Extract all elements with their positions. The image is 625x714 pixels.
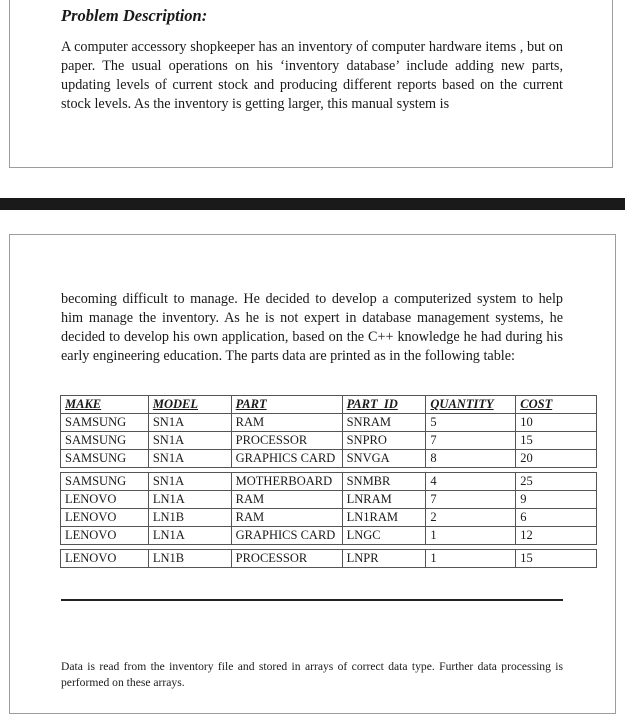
cell-part: RAM — [231, 491, 342, 509]
horizontal-rule — [61, 599, 563, 601]
cell-part-id: LN1RAM — [342, 509, 426, 527]
table-header-row — [61, 396, 597, 414]
cell-part-id: SNVGA — [342, 450, 426, 468]
cell-make: SAMSUNG — [61, 450, 149, 468]
cell-quantity: 7 — [426, 491, 516, 509]
cell-part-id: SNPRO — [342, 432, 426, 450]
cell-cost: 12 — [516, 527, 597, 545]
cell-model: LN1B — [148, 509, 231, 527]
cell-model: LN1A — [148, 491, 231, 509]
cell-part-id: LNPR — [342, 550, 426, 568]
column-header-cost: COST — [516, 396, 597, 414]
column-header-make: MAKE — [61, 396, 149, 414]
cell-part: GRAPHICS CARD — [231, 527, 342, 545]
cell-make: LENOVO — [61, 509, 149, 527]
problem-heading: Problem Description: — [61, 6, 208, 25]
column-header-part: PART — [231, 396, 342, 414]
cell-make: LENOVO — [61, 491, 149, 509]
cell-quantity: 2 — [426, 509, 516, 527]
cell-part: PROCESSOR — [231, 432, 342, 450]
table-row — [61, 414, 597, 432]
cell-cost: 25 — [516, 473, 597, 491]
cell-cost: 15 — [516, 432, 597, 450]
cell-model: SN1A — [148, 414, 231, 432]
cell-quantity: 8 — [426, 450, 516, 468]
cell-cost: 20 — [516, 450, 597, 468]
cell-part: MOTHERBOARD — [231, 473, 342, 491]
cell-model: SN1A — [148, 450, 231, 468]
column-header-model: MODEL — [148, 396, 231, 414]
cell-quantity: 1 — [426, 527, 516, 545]
column-header-quantity: QUANTITY — [426, 396, 516, 414]
cell-part-id: LNGC — [342, 527, 426, 545]
table-row — [61, 527, 597, 545]
cell-cost: 10 — [516, 414, 597, 432]
cell-part: PROCESSOR — [231, 550, 342, 568]
table-row — [61, 491, 597, 509]
cell-part: RAM — [231, 414, 342, 432]
cell-make: SAMSUNG — [61, 473, 149, 491]
cell-make: LENOVO — [61, 550, 149, 568]
cell-make: LENOVO — [61, 527, 149, 545]
cell-quantity: 7 — [426, 432, 516, 450]
cell-part: GRAPHICS CARD — [231, 450, 342, 468]
cell-part-id: SNMBR — [342, 473, 426, 491]
cell-part-id: LNRAM — [342, 491, 426, 509]
cell-model: SN1A — [148, 432, 231, 450]
cell-make: SAMSUNG — [61, 414, 149, 432]
page-separator-bar — [0, 198, 625, 210]
continuation-paragraph: becoming difficult to manage. He decided to develop a computerized system to help him manage the inventory. As he is not expert in database management systems, he decided to develop his own application, based on the C++ knowledge he had during his early engineering education. The parts data are printed as in the following table: — [61, 291, 563, 364]
cell-part: RAM — [231, 509, 342, 527]
cell-model: LN1A — [148, 527, 231, 545]
table-row — [61, 432, 597, 450]
cell-quantity: 5 — [426, 414, 516, 432]
cell-cost: 9 — [516, 491, 597, 509]
cell-cost: 15 — [516, 550, 597, 568]
cell-model: LN1B — [148, 550, 231, 568]
table-row — [61, 550, 597, 568]
table-row — [61, 509, 597, 527]
cell-cost: 6 — [516, 509, 597, 527]
table-row — [61, 450, 597, 468]
footer-note: Data is read from the inventory file and stored in arrays of correct data type. Further data processing is performed on these arrays. — [61, 660, 563, 689]
cell-quantity: 1 — [426, 550, 516, 568]
cell-quantity: 4 — [426, 473, 516, 491]
inventory-table — [60, 395, 597, 568]
cell-part-id: SNRAM — [342, 414, 426, 432]
cell-model: SN1A — [148, 473, 231, 491]
cell-make: SAMSUNG — [61, 432, 149, 450]
intro-paragraph: A computer accessory shopkeeper has an inventory of computer hardware items , but on paper. The usual operations on his ‘inventory database’ include adding new parts, updating levels of current stock and producing different reports based on the current stock levels. As the inventory is getting larger, this manual system is — [61, 39, 563, 112]
column-header-part-id: PART_ID — [342, 396, 426, 414]
table-row — [61, 473, 597, 491]
